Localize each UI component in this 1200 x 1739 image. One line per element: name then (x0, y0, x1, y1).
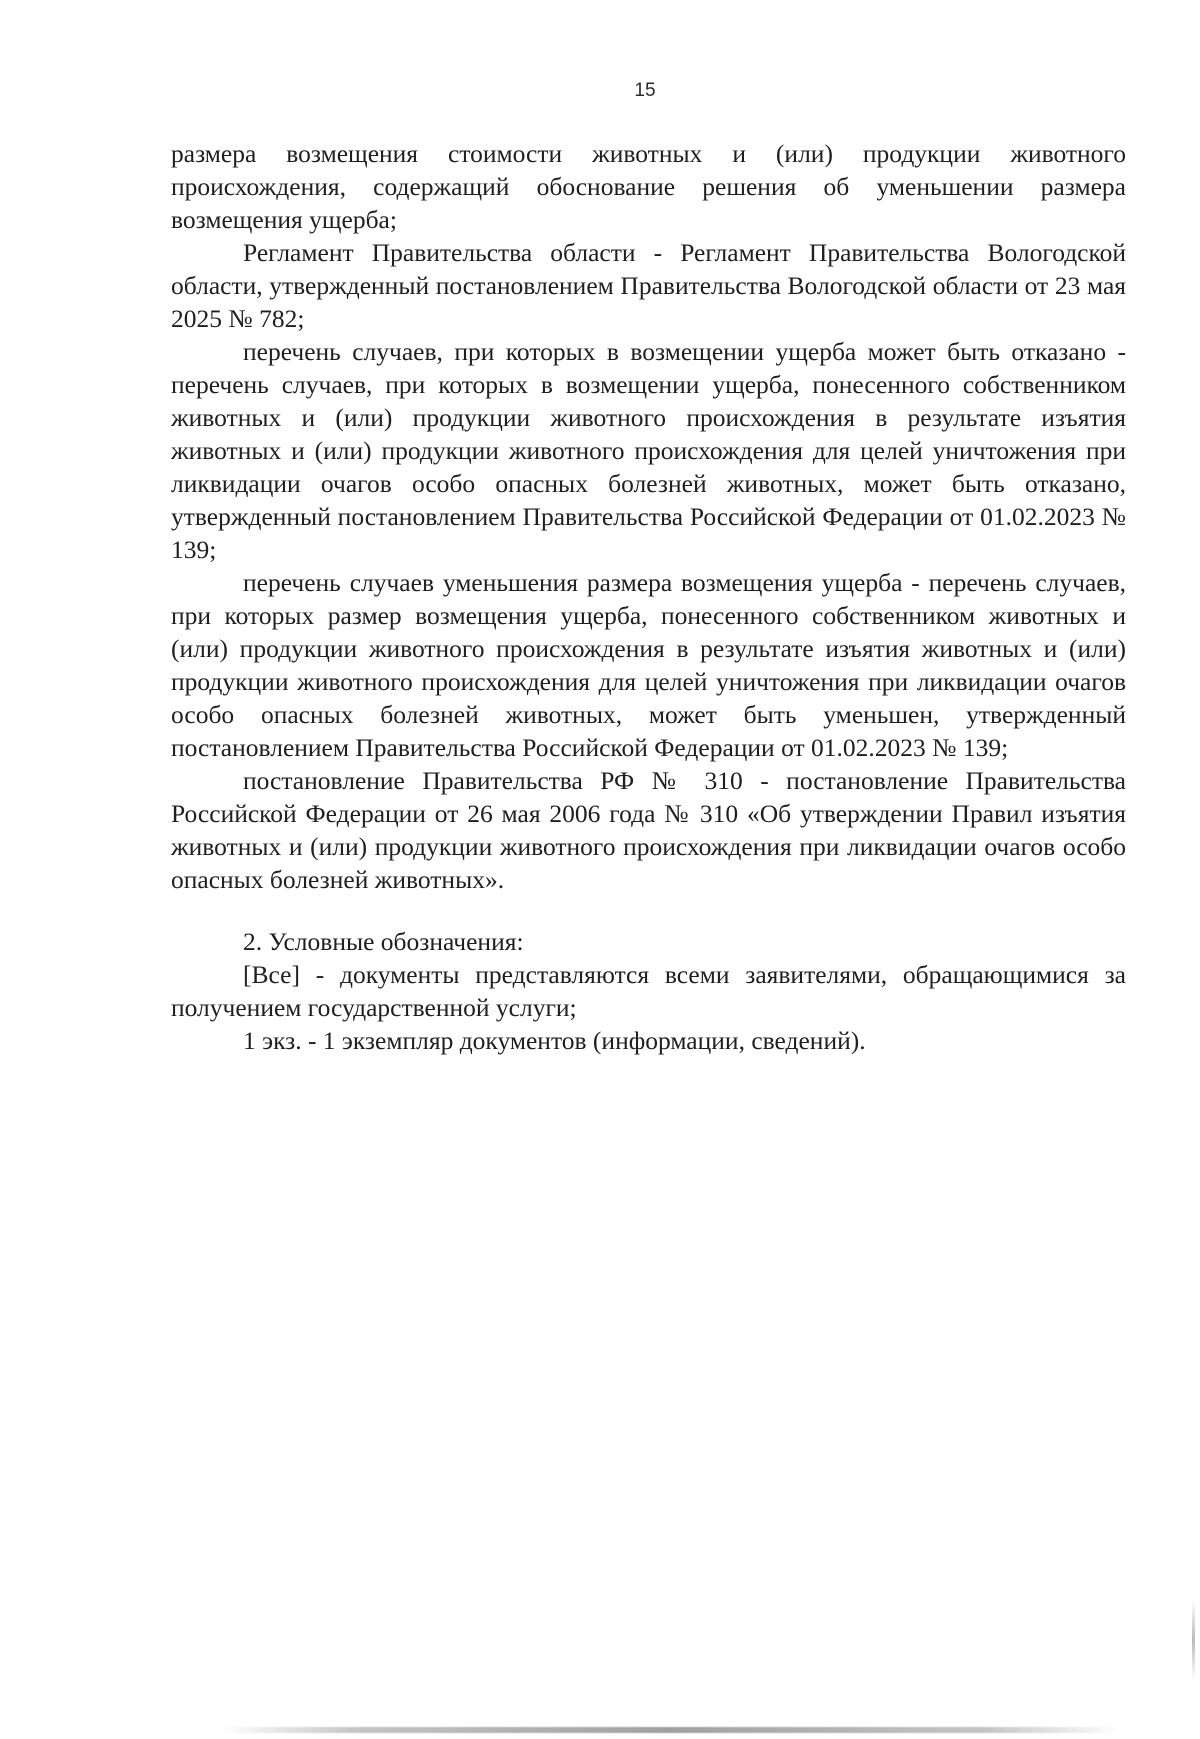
paragraph-definition-reglament: Регламент Правительства области - Регламент Правительства Вологодской области, утвержденный постановлением Правительства Вологодской области от 23 мая 2025 № 782; (171, 238, 1126, 333)
scan-side-artifact (1192, 1600, 1195, 1680)
section-heading: 2. Условные обозначения: (243, 927, 524, 956)
paragraph-continuation: размера возмещения стоимости животных и (или) продукции животного происхождения, содержащий обоснование решения об уменьшении размера возмещения ущерба; (171, 139, 1126, 234)
document-body (171, 137, 1126, 1057)
paragraph-definition-resolution-310: постановление Правительства РФ № 310 - постановление Правительства Российской Федерации от 26 мая 2006 года № 310 «Об утверждении Правил изъятия животных и (или) продукции животного происхождения при ликвидации очагов особо опасных болезней животных». (171, 766, 1126, 894)
paragraph-definition-reduction-cases: перечень случаев уменьшения размера возмещения ущерба - перечень случаев, при которых размер возмещения ущерба, понесенного собственником животных и (или) продукции животного происхождения в результате изъятия животных и (или) продукции животного происхождения для целей уничтожения при ликвидации очагов особо опасных болезней животных, может быть уменьшен, утвержденный постановлением Правительства Российской Федерации от 01.02.2023 № 139; (171, 568, 1126, 762)
page-number: 15 (634, 80, 656, 101)
legend-item-copies: 1 экз. - 1 экземпляр документов (информации, сведений). (243, 1026, 866, 1055)
scan-edge-artifact (220, 1727, 1120, 1733)
paragraph-definition-refusal-cases: перечень случаев, при которых в возмещении ущерба может быть отказано - перечень случаев, при которых в возмещении ущерба, понесенного собственником животных и (или) продукции животного происхождения в результате изъятия животных и (или) продукции животного происхождения для целей уничтожения при ликвидации очагов особо опасных болезней животных, может быть отказано, утвержденный постановлением Правительства Российской Федерации от 01.02.2023 № 139; (171, 337, 1126, 564)
legend-item-all: [Все] - документы представляются всеми заявителями, обращающимися за получением государственной услуги; (171, 960, 1126, 1022)
